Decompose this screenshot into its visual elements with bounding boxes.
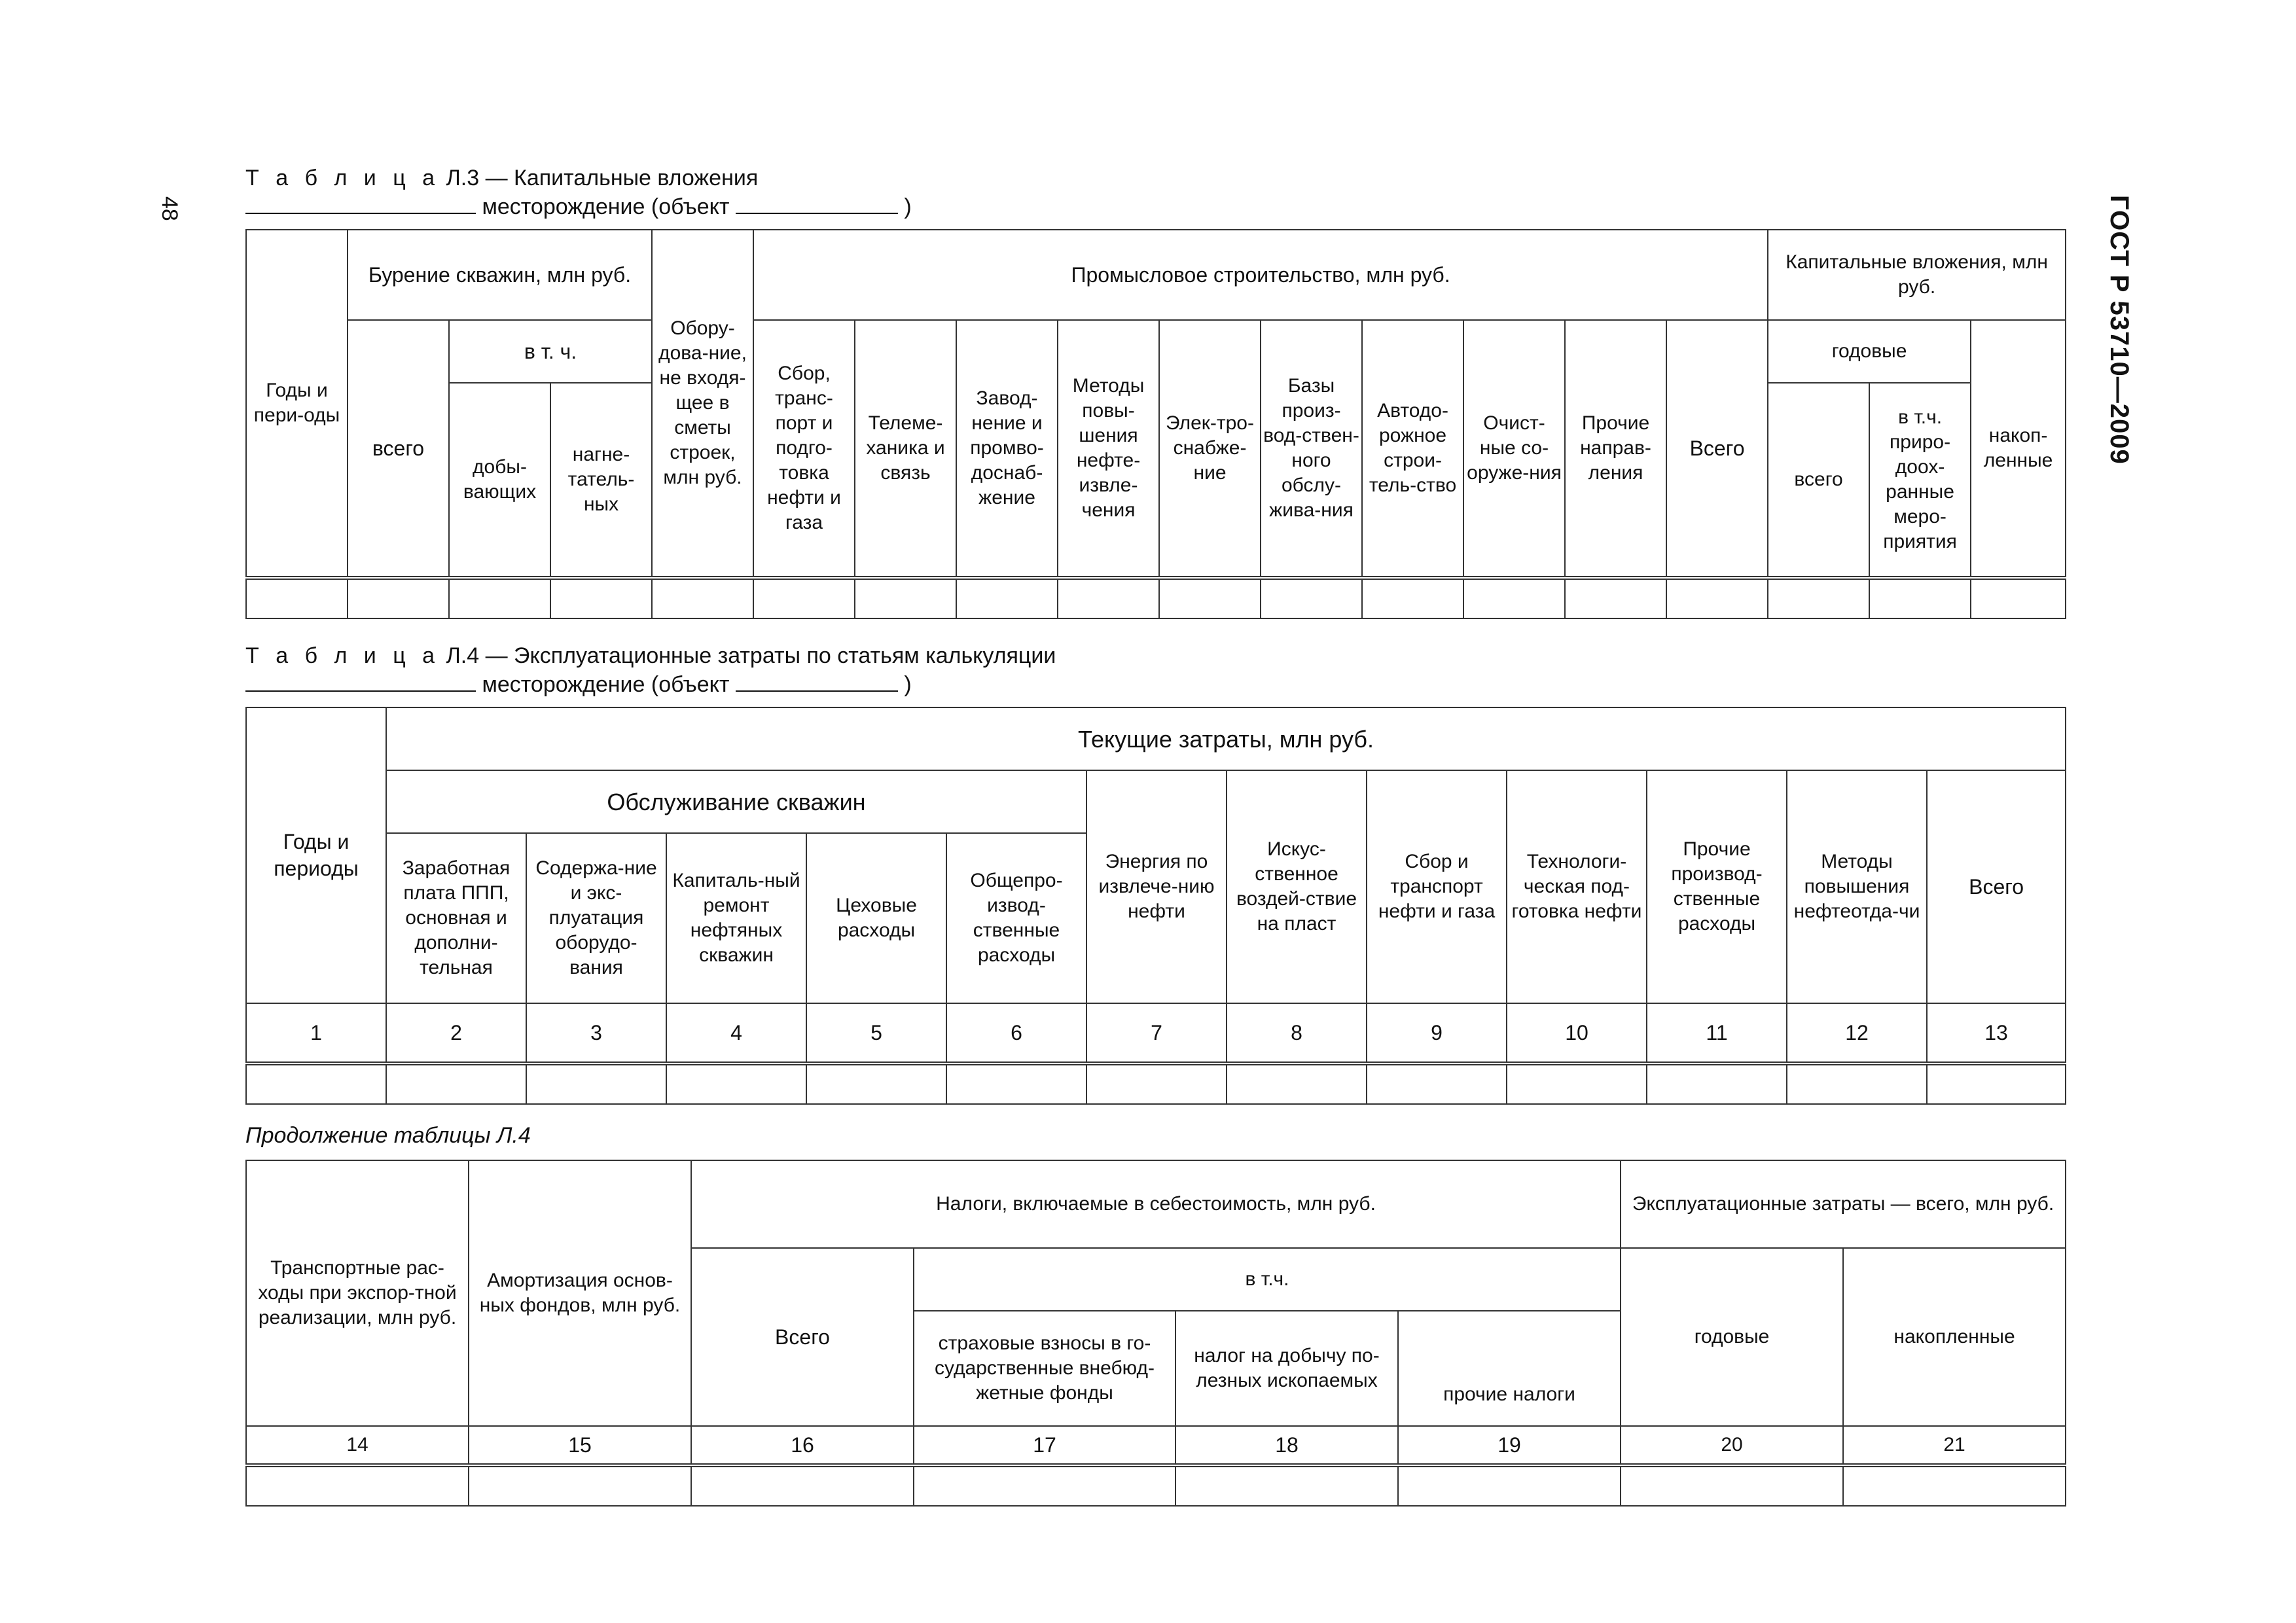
object-blank [736,671,898,692]
l4c-operating-total-header: Эксплуатационные затраты — всего, млн руб. [1621,1160,2066,1248]
l3-total-header: Всего [1666,320,1768,578]
table-l4-caption-line2 [245,670,912,699]
l3-telemechanics-header: Телеме-ханика и связь [855,320,956,578]
column-number: 19 [1398,1426,1621,1465]
table-cell [348,578,449,618]
l4-years-header: Годы и периоды [246,707,386,1003]
l4-total-header: Всего [1927,770,2066,1003]
table-row [246,1003,2066,1063]
table-cell [1362,578,1463,618]
table-l4-field-label: месторождение (объект [482,672,730,697]
l4c-annual-header: годовые [1621,1248,1843,1426]
object-name-blank [245,671,476,692]
table-row [246,1465,2066,1506]
l3-treatment-header: Очист-ные со-оруже-ния [1463,320,1565,578]
table-l3-caption-text: Л.3 — Капитальные вложения [440,166,759,190]
table-cell [855,578,956,618]
l3-years-header: Годы и пери-оды [246,230,348,578]
column-number: 6 [946,1003,1086,1063]
column-number: 17 [914,1426,1175,1465]
l4c-extraction-tax-header: налог на добычу по-лезных ископаемых [1175,1311,1398,1426]
table-cell [1227,1063,1367,1104]
table-cell [246,1465,469,1506]
table-cell [1086,1063,1227,1104]
l3-roads-header: Автодо-рожное строи-тель-ство [1362,320,1463,578]
table-cell [1843,1465,2066,1506]
l3-methods-header: Методы повы-шения нефте-извле-чения [1058,320,1159,578]
table-cell [1175,1465,1398,1506]
table-cell [1621,1465,1843,1506]
table-l3 [245,229,2066,619]
table-l4-caption-text: Л.4 — Эксплуатационные затраты по статьям калькуляции [440,643,1056,668]
column-number: 10 [1507,1003,1647,1063]
l4-salary-header: Заработная плата ППП, основная и дополни-тельная [386,833,526,1003]
column-number: 11 [1647,1003,1787,1063]
l4c-other-taxes-header: прочие налоги [1398,1311,1621,1426]
table-cell [1927,1063,2066,1104]
column-number: 20 [1621,1426,1843,1465]
table-l4-caption [245,641,1056,670]
l4c-transport-header: Транспортные рас-ходы при экспор-тной реализации, млн руб. [246,1160,469,1426]
table-cell [246,578,348,618]
table-l3-caption [245,164,758,192]
l4-maintenance-header: Содержа-ние и экс-плуатация оборудо-вания [526,833,666,1003]
l4-shop-header: Цеховые расходы [806,833,946,1003]
l4-methods-header: Методы повышения нефтеотда-чи [1787,770,1927,1003]
table-cell [1971,578,2066,618]
l3-capital-header: Капитальные вложения, млн руб. [1768,230,2066,320]
table-cell [946,1063,1086,1104]
table-cell [666,1063,806,1104]
l3-annual-total-header: всего [1768,383,1869,578]
l3-equipment-header: Обору-дова-ние, не входя-щее в сметы строек, млн руб. [652,230,753,578]
l4-other-prod-header: Прочие производ-ственные расходы [1647,770,1787,1003]
l3-accumulated-header: накоп-ленные [1971,320,2066,578]
table-cell [1463,578,1565,618]
l4c-incl-header: в т.ч. [914,1248,1621,1311]
object-blank [736,193,898,214]
column-number: 1 [246,1003,386,1063]
table-cell [1565,578,1666,618]
l3-other-header: Прочие направ-ления [1565,320,1666,578]
table-row [246,1063,2066,1104]
column-number: 9 [1367,1003,1507,1063]
column-number: 12 [1787,1003,1927,1063]
l4-reservoir-header: Искус-ственное воздей-ствие на пласт [1227,770,1367,1003]
l3-field-construction-header: Промысловое строительство, млн руб. [753,230,1768,320]
column-number: 5 [806,1003,946,1063]
table-cell [1398,1465,1621,1506]
table-l3-field-label: месторождение (объект [482,194,730,219]
page-number: 48 [157,196,182,221]
table-cell [914,1465,1175,1506]
column-number: 4 [666,1003,806,1063]
table-cell [806,1063,946,1104]
table-cell [386,1063,526,1104]
column-number: 3 [526,1003,666,1063]
column-number: 18 [1175,1426,1398,1465]
l3-incl-header: в т. ч. [449,320,652,383]
l4-current-costs-header: Текущие затраты, млн руб. [386,707,2066,770]
table-cell [1367,1063,1507,1104]
column-number: 16 [691,1426,914,1465]
l3-power-header: Элек-тро-снабже-ние [1159,320,1261,578]
table-cell [1058,578,1159,618]
table-cell [1647,1063,1787,1104]
l3-environmental-header: в т.ч. приро-доох-ранные меро-приятия [1869,383,1971,578]
standard-designation: ГОСТ Р 53710—2009 [2105,195,2134,465]
table-cell [1159,578,1261,618]
table-l4 [245,707,2066,1105]
table-cell [469,1465,691,1506]
object-name-blank [245,193,476,214]
l3-collection-header: Сбор, транс-порт и подго-товка нефти и газа [753,320,855,578]
table-cell [550,578,652,618]
table-l4-caption-prefix: Т а б л и ц а [245,643,440,668]
l4-overhaul-header: Капиталь-ный ремонт нефтяных скважин [666,833,806,1003]
l4c-taxes-header: Налоги, включаемые в себестоимость, млн руб. [691,1160,1621,1248]
table-cell [1666,578,1768,618]
l3-injecting-header: нагне-татель-ных [550,383,652,578]
column-number: 14 [246,1426,469,1465]
l4c-depreciation-header: Амортизация основ-ных фондов, млн руб. [469,1160,691,1426]
table-cell [246,1063,386,1104]
table-row [246,578,2066,618]
table-l3-caption-line2 [245,192,912,221]
l3-drilling-header: Бурение скважин, млн руб. [348,230,652,320]
l4c-accumulated-header: накопленные [1843,1248,2066,1426]
l4-general-header: Общепро-извод-ственные расходы [946,833,1086,1003]
table-cell [1507,1063,1647,1104]
column-number: 8 [1227,1003,1367,1063]
column-number: 15 [469,1426,691,1465]
table-cell [691,1465,914,1506]
l3-bases-header: Базы произ-вод-ствен-ного обслу-жива-ния [1261,320,1362,578]
column-number: 13 [1927,1003,2066,1063]
table-row [246,1426,2066,1465]
table-l4-continuation [245,1160,2066,1507]
table-cell [753,578,855,618]
column-number: 7 [1086,1003,1227,1063]
table-cell [956,578,1058,618]
table-l4-caption-end: ) [904,672,912,697]
l3-water-header: Завод-нение и промво-доснаб-жение [956,320,1058,578]
l4-processing-header: Технологи-ческая под-готовка нефти [1507,770,1647,1003]
table-l3-caption-end: ) [904,194,912,219]
column-number: 2 [386,1003,526,1063]
table-l3-caption-prefix: Т а б л и ц а [245,166,440,190]
l4-collection-header: Сбор и транспорт нефти и газа [1367,770,1507,1003]
column-number: 21 [1843,1426,2066,1465]
table-l4-continuation-caption: Продолжение таблицы Л.4 [245,1123,531,1148]
table-cell [526,1063,666,1104]
table-cell [1787,1063,1927,1104]
table-cell [449,578,550,618]
l4-well-service-header: Обслуживание скважин [386,770,1086,833]
l3-drilling-total-header: всего [348,320,449,578]
l4-energy-header: Энергия по извлече-нию нефти [1086,770,1227,1003]
l4c-taxes-total-header: Всего [691,1248,914,1426]
table-cell [652,578,753,618]
table-cell [1869,578,1971,618]
table-cell [1768,578,1869,618]
l4c-insurance-header: страховые взносы в го-сударственные внебюд-жетные фонды [914,1311,1175,1426]
l3-producing-header: добы-вающих [449,383,550,578]
table-cell [1261,578,1362,618]
l3-annual-header: годовые [1768,320,1971,383]
